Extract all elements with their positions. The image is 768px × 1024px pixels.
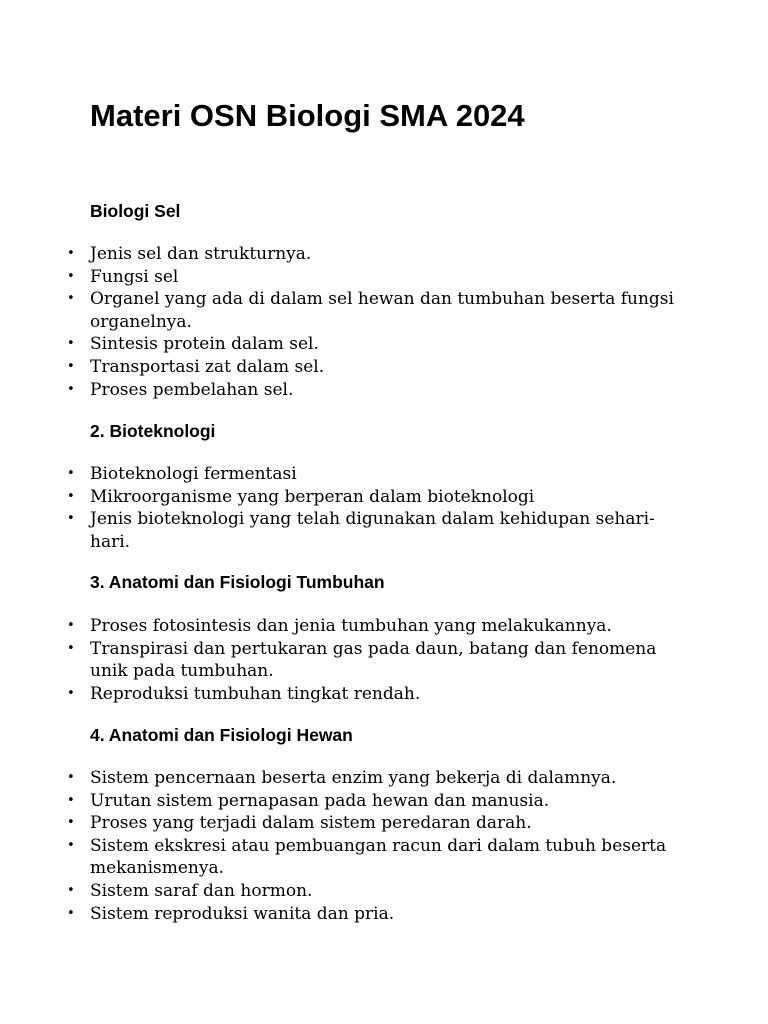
list-item: • Reproduksi tumbuhan tingkat rendah. bbox=[90, 683, 690, 706]
list-item: • Sistem reproduksi wanita dan pria. bbox=[90, 903, 690, 926]
list-item: • Proses pembelahan sel. bbox=[90, 379, 690, 402]
list-item: • Sintesis protein dalam sel. bbox=[90, 333, 690, 356]
section-heading-anatomi-tumbuhan: 3. Anatomi dan Fisiologi Tumbuhan bbox=[90, 572, 385, 592]
list-anatomi-hewan bbox=[90, 767, 690, 925]
list-item: • Jenis sel dan strukturnya. bbox=[90, 243, 690, 266]
list-item: • Urutan sistem pernapasan pada hewan dan manusia. bbox=[90, 790, 690, 813]
list-item: • Transpirasi dan pertukaran gas pada daun, batang dan fenomena unik pada tumbuhan. bbox=[90, 638, 690, 683]
list-item: • Sistem pencernaan beserta enzim yang bekerja di dalamnya. bbox=[90, 767, 690, 790]
list-item: • Proses fotosintesis dan jenia tumbuhan yang melakukannya. bbox=[90, 615, 690, 638]
list-bioteknologi bbox=[90, 463, 690, 553]
list-anatomi-tumbuhan bbox=[90, 615, 690, 705]
list-biologi-sel bbox=[90, 243, 690, 401]
list-item: • Mikroorganisme yang berperan dalam bioteknologi bbox=[90, 486, 690, 509]
list-item: • Sistem ekskresi atau pembuangan racun dari dalam tubuh beserta mekanismenya. bbox=[90, 835, 690, 880]
section-heading-bioteknologi: 2. Bioteknologi bbox=[90, 421, 216, 441]
section-heading-biologi-sel: Biologi Sel bbox=[90, 201, 181, 221]
list-item: • Fungsi sel bbox=[90, 266, 690, 289]
list-item: • Proses yang terjadi dalam sistem peredaran darah. bbox=[90, 812, 690, 835]
list-item: • Sistem saraf dan hormon. bbox=[90, 880, 690, 903]
list-item: • Jenis bioteknologi yang telah digunakan dalam kehidupan sehari-hari. bbox=[90, 508, 690, 553]
section-heading-anatomi-hewan: 4. Anatomi dan Fisiologi Hewan bbox=[90, 725, 353, 745]
list-item: • Organel yang ada di dalam sel hewan dan tumbuhan beserta fungsi organelnya. bbox=[90, 288, 690, 333]
page-title: Materi OSN Biologi SMA 2024 bbox=[90, 98, 525, 133]
list-item: • Transportasi zat dalam sel. bbox=[90, 356, 690, 379]
list-item: • Bioteknologi fermentasi bbox=[90, 463, 690, 486]
